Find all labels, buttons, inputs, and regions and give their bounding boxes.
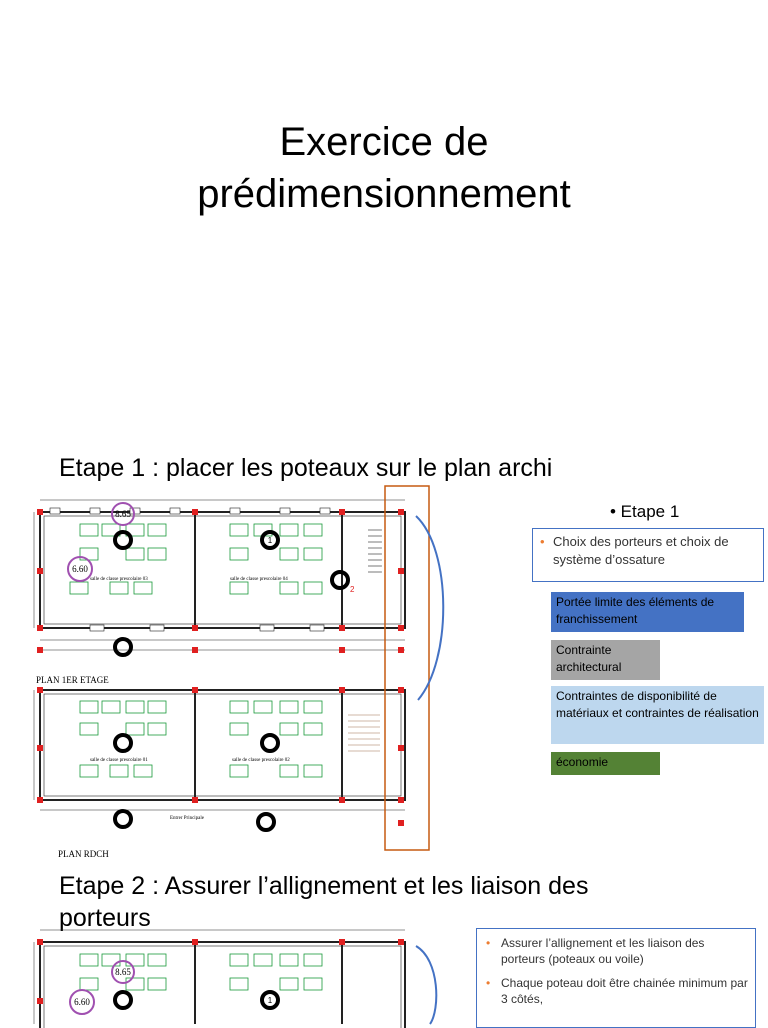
dim-6-60: 6.60	[72, 564, 88, 574]
floor-plan-ground	[30, 685, 430, 835]
step2-bullet-1-text: Assurer l’allignement et les liaison des porteurs (poteaux ou voile)	[501, 936, 705, 966]
title-line-2: prédimensionnement	[197, 172, 571, 216]
plan-label-ground-floor: PLAN RDCH	[58, 849, 109, 859]
dim-8-65-step2: 8.65	[115, 967, 131, 977]
dim-8-65: 8.65	[115, 509, 131, 519]
step2-bullet-1	[486, 935, 749, 967]
choix-porteurs-box	[532, 528, 764, 582]
room-label-b2: salle de classe prescolaire 02	[232, 758, 290, 763]
column-number-1-step2: 1	[267, 996, 273, 1005]
tag-contraintes-disponibilite: Contraintes de disponibilité de matériaux et contraintes de réalisation	[551, 686, 764, 744]
step2-bullet-2-text: Chaque poteau doit être chainée minimum par 3 côtés,	[501, 976, 748, 1006]
tag-portee-limite: Portée limite des éléments de franchissement	[551, 592, 744, 632]
dim-6-60-step2: 6.60	[74, 997, 90, 1007]
step2-bullet-2	[486, 975, 749, 1007]
step2-heading: Etape 2 : Assurer l’allignement et les liaison des porteurs	[59, 872, 589, 932]
bullet-icon: •	[486, 976, 491, 990]
tag-economie: économie	[551, 752, 660, 775]
column-number-1: 1	[267, 536, 273, 545]
step1-side-title: • Etape 1	[610, 502, 680, 521]
floor-plan-step2	[30, 920, 430, 1024]
step2-bullets-box	[476, 928, 756, 1028]
step1-heading: Etape 1 : placer les poteaux sur le plan archi	[59, 454, 553, 482]
room-label-b1: salle de classe prescolaire 01	[90, 758, 148, 763]
room-label-a1: salle de classe prescolaire 03	[90, 577, 148, 582]
column-number-2: 2	[350, 585, 355, 594]
slide-title	[0, 116, 768, 220]
floor-plan-first	[30, 490, 430, 660]
tag-contrainte-architectural: Contrainte architectural	[551, 640, 660, 680]
bullet-icon: •	[486, 936, 491, 950]
choix-porteurs-text: Choix des porteurs et choix de système d’ossature	[553, 534, 729, 567]
entry-label: Entrer Principale	[170, 816, 205, 821]
title-line-1: Exercice de	[279, 120, 489, 164]
room-label-a2: salle de classe prescolaire 04	[230, 577, 288, 582]
plan-label-first-floor: PLAN 1ER ETAGE	[36, 675, 109, 685]
bullet-icon: •	[540, 534, 545, 549]
